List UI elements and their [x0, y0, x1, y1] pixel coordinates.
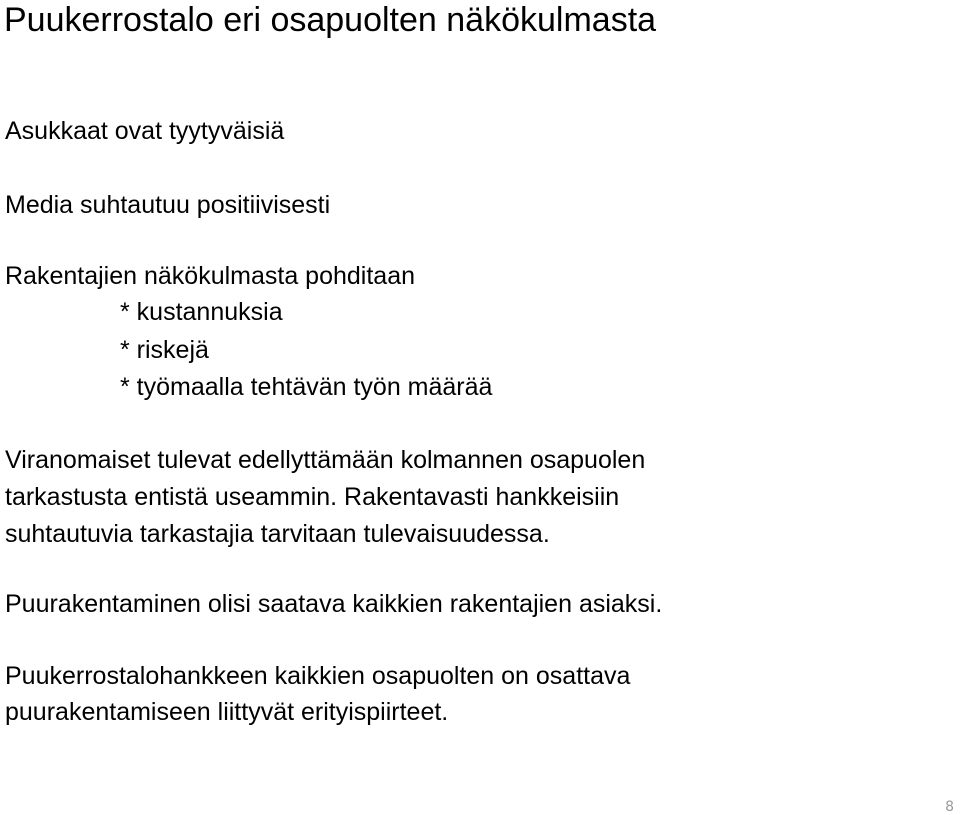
- paragraph-project-parties-line-2: puurakentamiseen liittyvät erityispiirteet.: [5, 698, 449, 726]
- paragraph-authorities-line-3: suhtautuvia tarkastajia tarvitaan tulevaisuudessa.: [5, 520, 550, 548]
- paragraph-wood-construction: Puurakentaminen olisi saatava kaikkien rakentajien asiaksi.: [5, 590, 663, 618]
- paragraph-project-parties-line-1: Puukerrostalohankkeen kaikkien osapuolten on osattava: [5, 662, 631, 690]
- paragraph-authorities-line-2: tarkastusta entistä useammin. Rakentavasti hankkeisiin: [5, 483, 620, 511]
- slide-title: Puukerrostalo eri osapuolten näkökulmasta: [4, 1, 657, 39]
- list-item-costs: * kustannuksia: [120, 298, 283, 326]
- page-number: 8: [945, 799, 954, 815]
- paragraph-media: Media suhtautuu positiivisesti: [5, 191, 331, 219]
- paragraph-residents: Asukkaat ovat tyytyväisiä: [5, 117, 285, 145]
- paragraph-authorities-line-1: Viranomaiset tulevat edellyttämään kolmannen osapuolen: [5, 446, 646, 474]
- paragraph-builders-intro: Rakentajien näkökulmasta pohditaan: [5, 262, 415, 290]
- list-item-site-work: * työmaalla tehtävän työn määrää: [120, 373, 493, 401]
- list-item-risks: * riskejä: [120, 336, 209, 364]
